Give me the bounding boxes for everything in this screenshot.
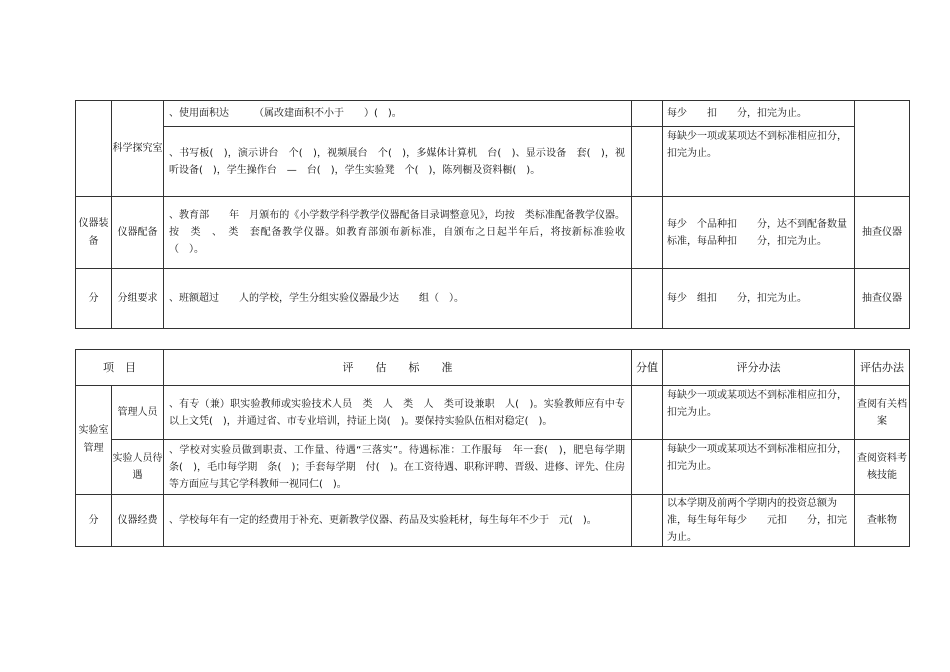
score-method-cell: 每少 扣 分，扣完为止。	[663, 101, 855, 127]
eval-method-cell: 查阅有关档案	[855, 386, 910, 440]
category-score: 分	[76, 269, 112, 329]
score-method-cell: 每缺少一项或某项达不到标准相应扣分，扣完为止。	[663, 127, 855, 197]
sub-item-equipment-config: 仪器配备	[112, 197, 164, 269]
category-cell-blank	[76, 101, 112, 197]
sub-item-group-requirement: 分组要求	[112, 269, 164, 329]
eval-method-cell	[855, 101, 910, 197]
standard-cell: 、班额超过 人的学校，学生分组实验仪器最少达 组（ ）。	[164, 269, 632, 329]
standard-cell: 、教育部 年 月颁布的《小学数学科学教学仪器配备目录调整意见》，均按 类标准配备教学仪器。按 类 、 类 套配备教学仪器。如教育部颁布新标准，自颁布之日起半年后，将按新标准验收（ ）。	[164, 197, 632, 269]
category-score: 分	[76, 495, 112, 547]
points-cell	[632, 101, 663, 127]
sub-item-management-staff: 管理人员	[112, 386, 164, 440]
standard-cell: 、使用面积达 （属改建面积不小于 ）( )。	[164, 101, 632, 127]
sub-item-equipment-funds: 仪器经费	[112, 495, 164, 547]
points-cell	[632, 197, 663, 269]
score-method-cell: 每少 组扣 分，扣完为止。	[663, 269, 855, 329]
category-lab-management: 实验室管理	[76, 386, 112, 495]
standard-cell: 、学校每年有一定的经费用于补充、更新教学仪器、药品及实验耗材，每生每年不少于 元( )。	[164, 495, 632, 547]
points-cell	[632, 495, 663, 547]
score-method-cell: 每缺少一项或某项达不到标准相应扣分，扣完为止。	[663, 386, 855, 440]
category-equipment: 仪器装备	[76, 197, 112, 269]
eval-method-cell: 查阅资料考核技能	[855, 440, 910, 495]
eval-method-cell: 抽查仪器	[855, 197, 910, 269]
header-standard: 评 估 标 准	[164, 350, 632, 386]
eval-method-cell: 抽查仪器	[855, 269, 910, 329]
standard-cell: 、有专（兼）职实验教师或实验技术人员 类 人 类 人 类可设兼职 人( )。实验教师应有中专以上文凭( )，并通过省、市专业培训，持证上岗( )。要保持实验队伍相对稳定( )。	[164, 386, 632, 440]
sub-item-staff-treatment: 实验人员待遇	[112, 440, 164, 495]
standard-cell: 、书写板( )，演示讲台 个( )，视频展台 个( )，多媒体计算机 台( )、显示设备 套( )，视听设备( )，学生操作台 — 台( )，学生实验凳 个( )，陈列橱及资料橱( )。	[164, 127, 632, 197]
evaluation-table-equipment	[75, 100, 910, 329]
eval-method-cell: 查帐物	[855, 495, 910, 547]
header-item: 项 目	[76, 350, 164, 386]
evaluation-table-lab-management	[75, 349, 910, 547]
header-score-method: 评分办法	[663, 350, 855, 386]
score-method-cell: 每缺少一项或某项达不到标准相应扣分，扣完为止。	[663, 440, 855, 495]
standard-cell: 、学校对实验员做到职责、工作量、待遇“三落实”。待遇标准：工作服每 年一套( )，肥皂每学期 条( )，毛巾每学期 条( )；手套每学期 付( )。在工资待遇、职称评聘、晋级、进修、评先、住房等方面应与其它学科教师一视同仁( )。	[164, 440, 632, 495]
header-points: 分值	[632, 350, 663, 386]
points-cell	[632, 440, 663, 495]
header-eval-method: 评估办法	[855, 350, 910, 386]
score-method-cell: 每少 个品种扣 分，达不到配备数量标准，每品种扣 分，扣完为止。	[663, 197, 855, 269]
points-cell	[632, 127, 663, 197]
sub-item-science-lab: 科学探究室	[112, 101, 164, 197]
score-method-cell: 以本学期及前两个学期内的投资总额为准，每生每年每少 元扣 分，扣完为止。	[663, 495, 855, 547]
points-cell	[632, 269, 663, 329]
points-cell	[632, 386, 663, 440]
